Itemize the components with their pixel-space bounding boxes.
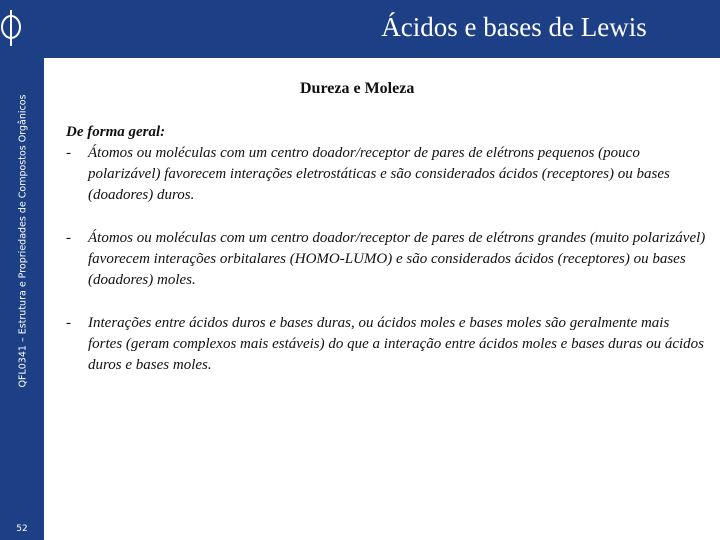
university-logo-icon — [0, 8, 28, 48]
bullet-marker: - — [66, 145, 71, 161]
bullet-text: Átomos ou moléculas com um centro doador/receptor de pares de elétrons pequenos (pouco polarizável) favorecem interações eletrostáticas e são considerados ácidos (receptores) ou bases (doadores) duros. — [88, 145, 670, 203]
bullet-text: Interações entre ácidos duros e bases duras, ou ácidos moles e bases moles são geralmente mais fortes (geram complexos mais estáveis) do que a interação entre ácidos moles e bases duras ou ácidos duros e bases moles. — [88, 315, 705, 373]
header-bar — [44, 0, 720, 58]
bullet-marker: - — [66, 315, 71, 331]
course-title: QFL0341 – Estrutura e Propriedades de Compostos Orgânicos — [17, 94, 29, 388]
page-title: Ácidos e bases de Lewis — [381, 12, 647, 42]
section-subtitle: Dureza e Moleza — [300, 80, 415, 97]
sidebar — [0, 0, 44, 540]
list-item — [66, 313, 706, 376]
lead-text: De forma geral: — [66, 124, 166, 140]
bullet-marker: - — [66, 230, 71, 246]
list-item — [66, 143, 706, 206]
list-item — [66, 228, 706, 291]
content-body — [66, 122, 706, 376]
bullet-text: Átomos ou moléculas com um centro doador/receptor de pares de elétrons grandes (muito polarizável) favorecem interações orbitalares (HOMO-LUMO) e são considerados ácidos (receptores) ou bases (doadores) moles. — [88, 230, 706, 288]
page-number: 52 — [16, 524, 28, 534]
